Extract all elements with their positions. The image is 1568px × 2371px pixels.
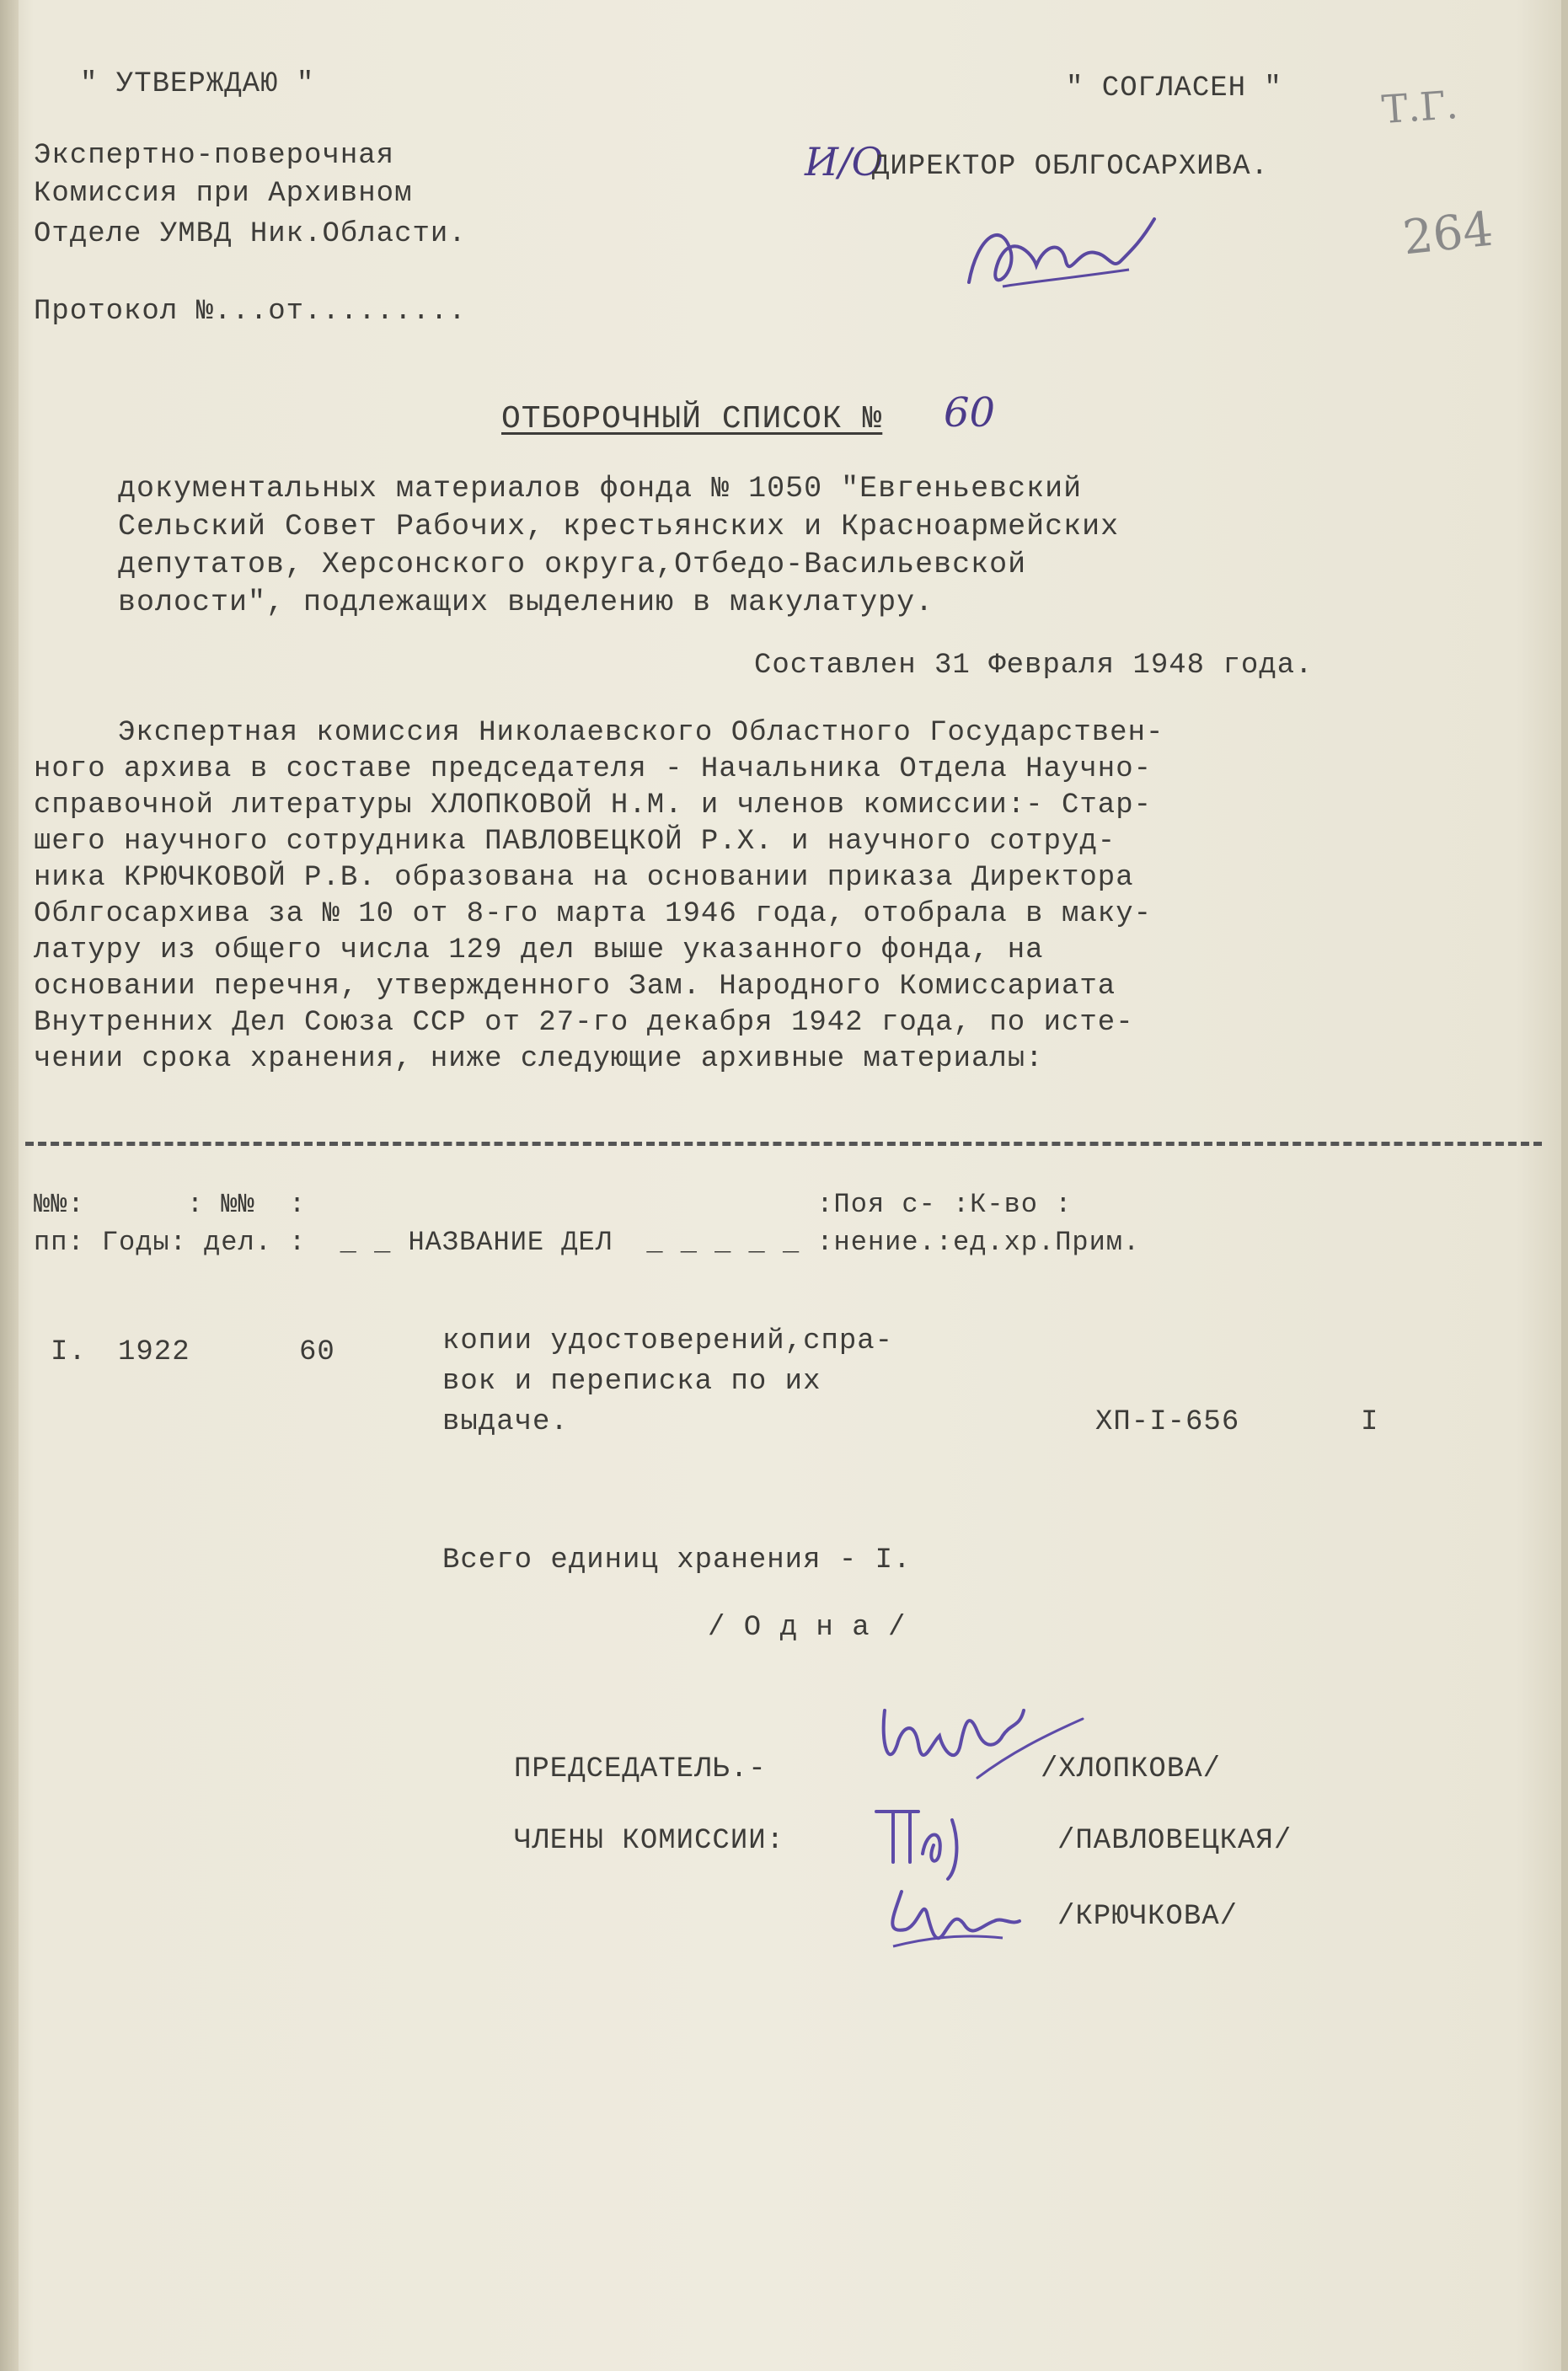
date-line: Составлен 31 Февраля 1948 года. [754,650,1314,682]
approval-left-title: " УТВЕРЖДАЮ " [80,68,315,100]
body-line-9: Внутренних Дел Союза ССР от 27-го декабря 1942 года, по исте- [34,1007,1134,1039]
body-line-1: Экспертная комиссия Николаевского Областного Государствен- [118,717,1164,749]
body-line-5: ника КРЮЧКОВОЙ Р.В. образована на основании приказа Директора [34,862,1134,894]
body-line-2: ного архива в составе председателя - Начальника Отдела Научно- [34,753,1153,785]
acting-prefix-handwritten: И/О [805,139,884,185]
protocol-line: Протокол №...от......... [34,296,467,328]
binding-edge [0,0,19,2371]
page-number-pencil: 264 [1399,201,1496,266]
row-title-line-2: вок и переписка по их [442,1366,821,1398]
row-case-number: 60 [299,1336,335,1368]
approval-left-line-1: Экспертно-поверочная [34,140,395,172]
row-units: I [1361,1406,1379,1438]
member-1-name: /ПАВЛОВЕЦКАЯ/ [1057,1825,1292,1857]
approval-left-line-3: Отделе УМВД Ник.Области. [34,218,467,250]
total-words: / О д н а / [708,1612,907,1644]
table-header-row-2: пп: Годы: дел. : _ _ НАЗВАНИЕ ДЕЛ _ _ _ _ _ :нение.:ед.хр.Прим. [34,1227,1141,1258]
approval-right-line: ДИРЕКТОР ОБЛГОСАРХИВА. [872,151,1269,183]
member-2-signature [859,1866,1045,1967]
member-2-name: /КРЮЧКОВА/ [1057,1901,1239,1933]
chairman-name: /ХЛОПКОВА/ [1041,1753,1222,1785]
director-signature [952,202,1171,312]
body-line-4: шего научного сотрудника ПАВЛОВЕЦКОЙ Р.Х. и научного сотруд- [34,826,1116,858]
page-edge [1561,0,1568,2371]
body-line-10: чении срока хранения, ниже следующие архивные материалы: [34,1043,1044,1075]
members-role: ЧЛЕНЫ КОМИССИИ: [514,1825,785,1857]
body-line-8: основании перечня, утвержденного Зам. Народного Комиссариата [34,971,1116,1003]
body-line-6: Облгосархива за № 10 от 8-го марта 1946 года, отобрала в маку- [34,898,1153,930]
row-year: 1922 [118,1336,190,1368]
row-title-line-3: выдаче. [442,1406,569,1438]
margin-note-top-right: Т.Г. [1380,81,1460,133]
intro-line-4: волости", подлежащих выделению в макулатуру. [118,586,934,619]
body-line-3: справочной литературы ХЛОПКОВОЙ Н.М. и членов комиссии:- Стар- [34,789,1153,822]
chairman-role: ПРЕДСЕДАТЕЛЬ.- [514,1753,767,1785]
chairman-signature [851,1685,1095,1803]
table-header-row-1: №№: : №№ : :Поя с- :К-во : [34,1189,1073,1220]
document-title: ОТБОРОЧНЫЙ СПИСОК № [501,401,883,437]
row-number: I. [51,1336,87,1368]
intro-line-1: документальных материалов фонда № 1050 "Евгеньевский [118,472,1083,506]
intro-line-3: депутатов, Херсонского округа,Отбедо-Васильевской [118,548,1027,581]
intro-line-2: Сельский Совет Рабочих, крестьянских и Красноармейских [118,510,1120,543]
approval-left-line-2: Комиссия при Архивном [34,178,413,210]
row-title-line-1: копии удостоверений,спра- [442,1325,894,1357]
row-explanation: ХП-I-656 [1095,1406,1240,1438]
list-number-handwritten: 60 [944,389,996,436]
total-line: Всего единиц хранения - I. [442,1544,912,1576]
body-line-7: латуру из общего числа 129 дел выше указанного фонда, на [34,934,1044,966]
table-top-rule [25,1142,1542,1149]
approval-right-title: " СОГЛАСЕН " [1066,72,1282,104]
